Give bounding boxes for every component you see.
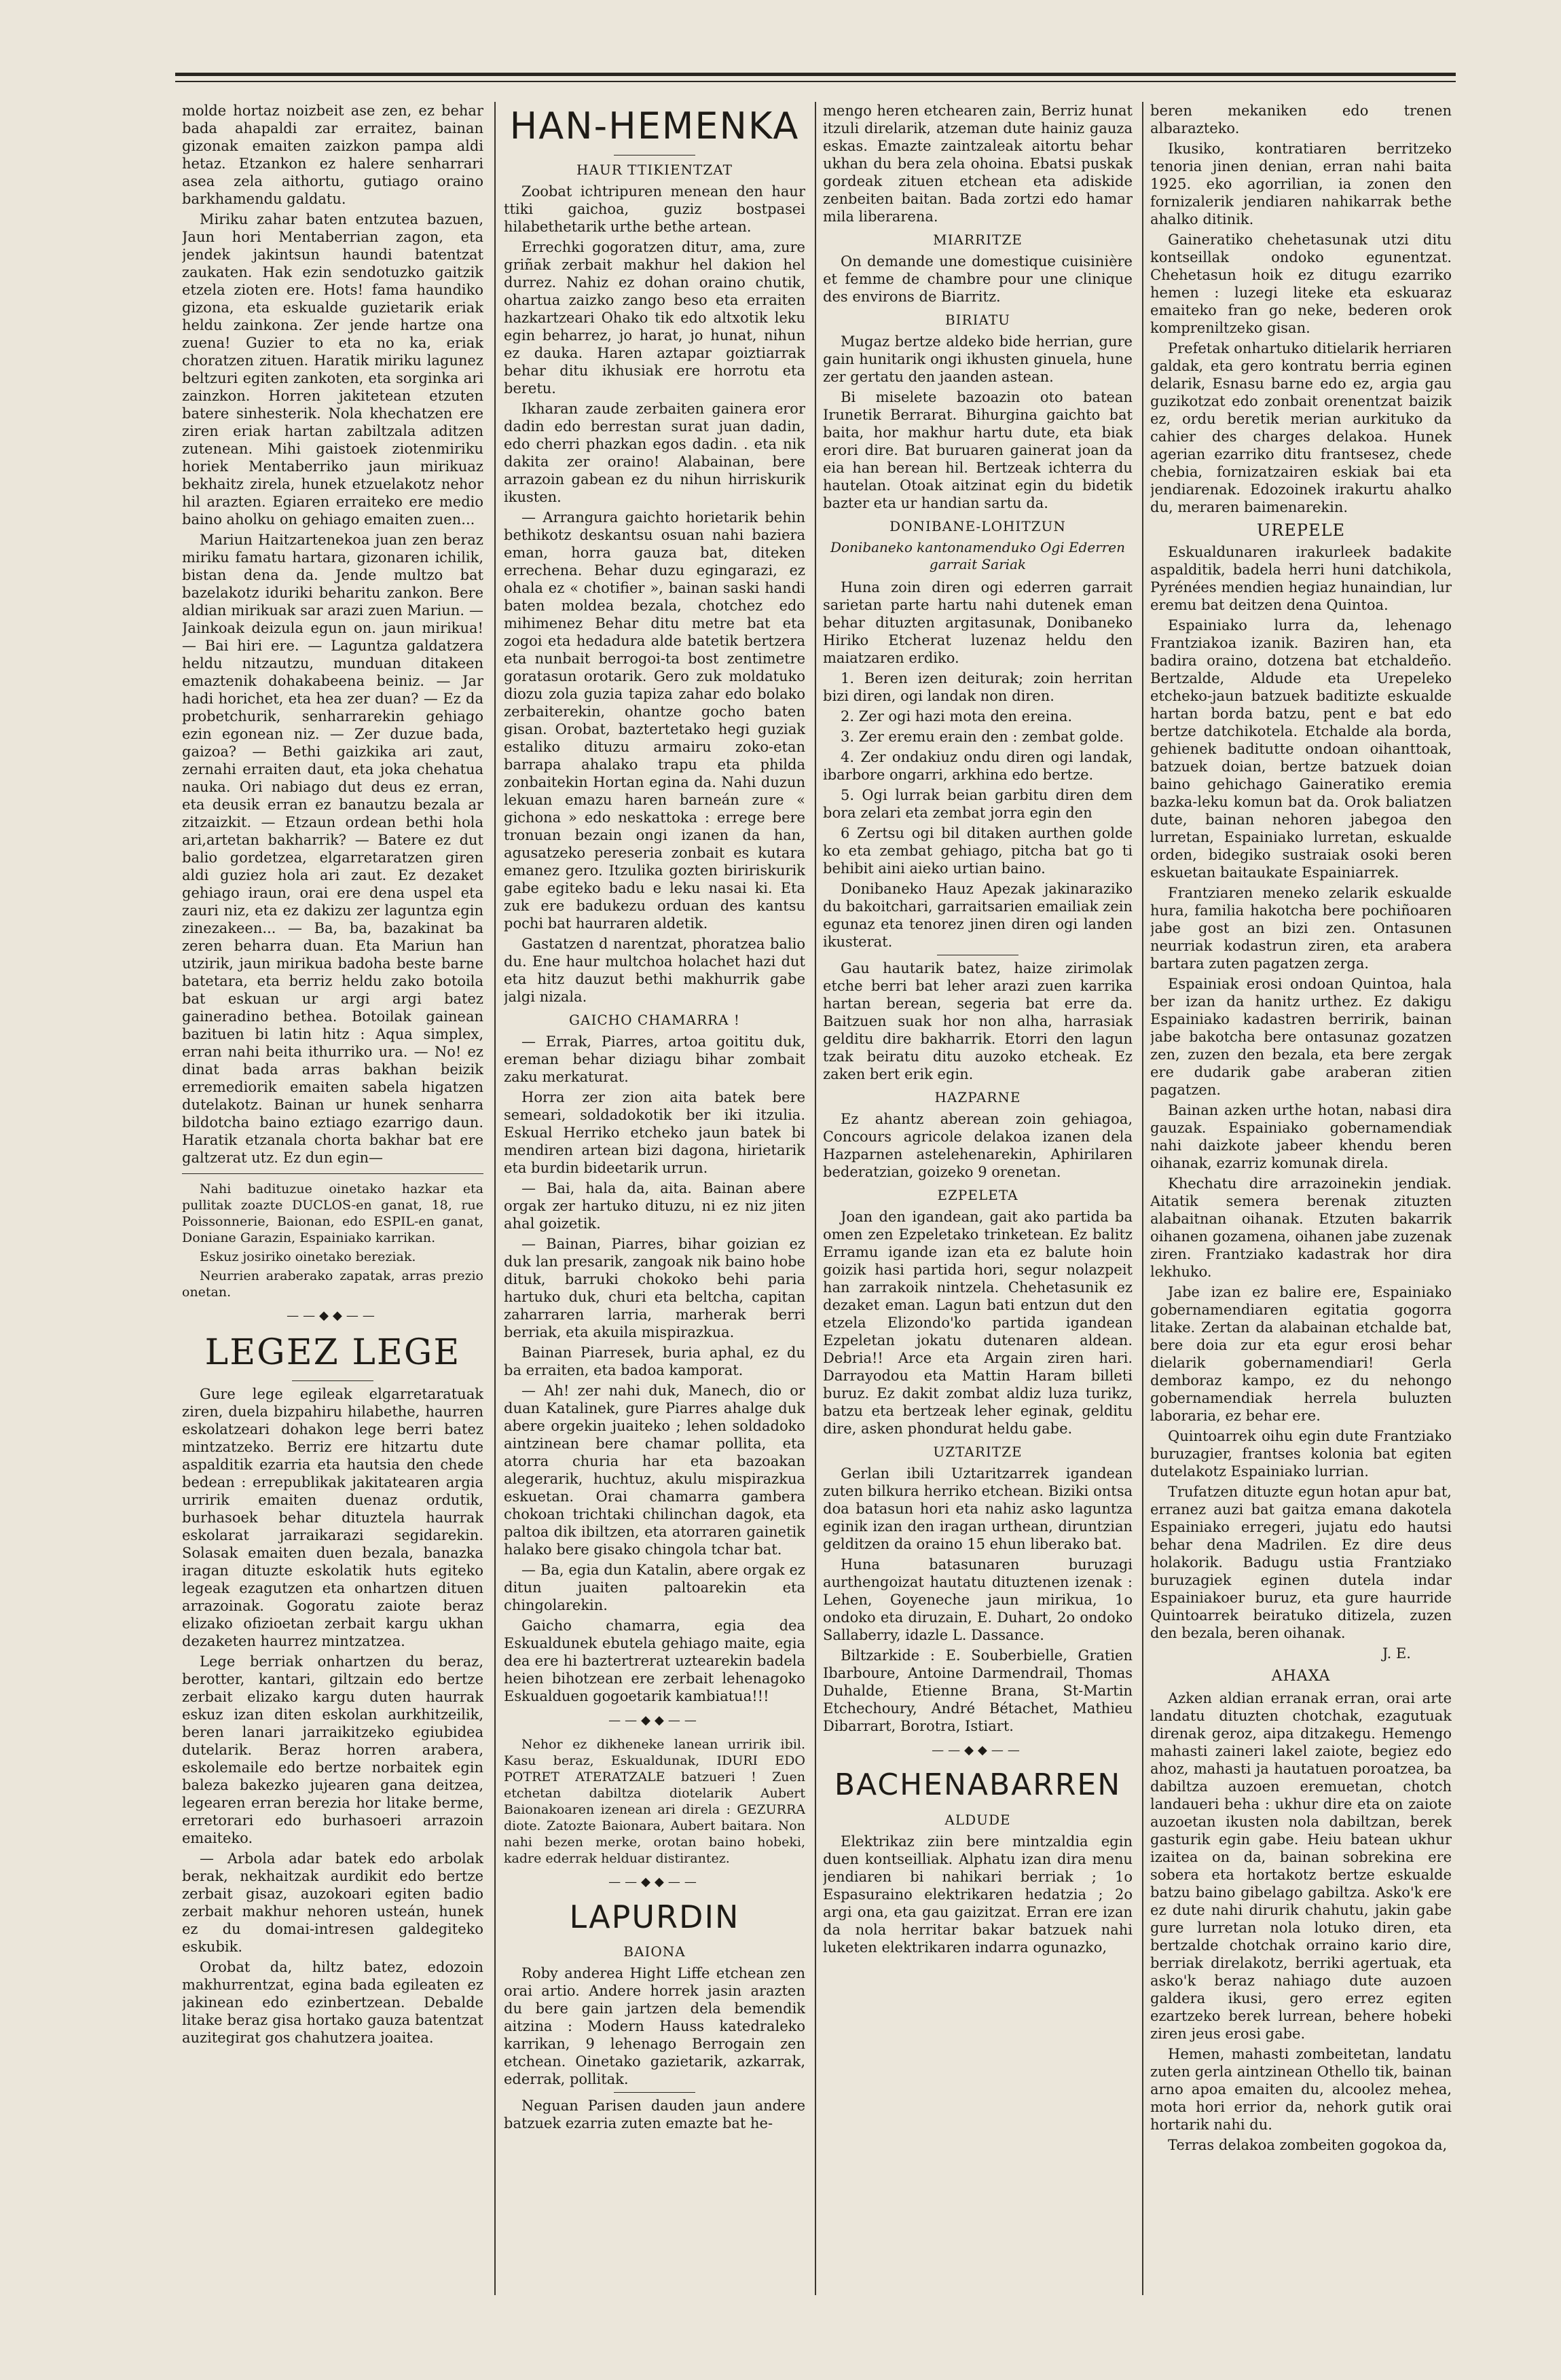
list-item: 4. Zer ondakiuz ondu diren ogi landak, ibarbore ongarri, arkhina edo bertze.: [823, 749, 1133, 783]
subsection-heading: DONIBANE-LOHITZUN: [889, 518, 1066, 534]
ornament-divider: ——◆◆——: [608, 1713, 701, 1727]
ornament-divider: ——◆◆——: [932, 1743, 1024, 1757]
col3-paragraph: Gerlan ibili Uztaritzarrek igandean zuten bilkura herriko etchean. Biziki ontsa doa batasun hori eta nahiz asko laguntza eginik izan den iragan urthean, diruntzian gelditzen da oraino 15 ehun liberako bat.: [823, 1465, 1133, 1552]
col4-paragraph: Terras delakoa zombeiten gogokoa da,: [1168, 2137, 1448, 2153]
col2-paragraph: — Errak, Piarres, artoa goititu duk, ereman behar diziagu bihar zombait zaku merkaturat.: [504, 1033, 805, 1085]
subsection-heading: ALDUDE: [944, 1812, 1011, 1828]
section-title-bachenabarren: BACHENABARREN: [834, 1768, 1122, 1802]
col4-paragraph: Azken aldian erranak erran, orai arte landatu dituzten chotchak, ezagutuak direnak geroz, aipa ditzakegu. Hemengo mahasti zaineri lakel zaiote, begiez edo ahoz, mahasti ja hautatuen poroatzea, ba dabiltza auzoen eremuetan, chotch landaueri beha : ukhur dire eta on zaiote auzoetan ikusten nola dabiltzan, berek gasturik egin gabe. Heiu batean ukhur izaitea on da, bainan sobrekina ere sobera eta hortakotz bertze eskualde batzu baino gibelago gabiltza. Asko'k ere ez dute nahi dirurik chahutu, jakin gabe gure lurretan nola lotuko diren, eta bertzalde chotchak orraino kario dire, berriak direlakotz, berriki agertuak, eta asko'k beraz nahiago dute auzoen galdera ikusi, gero errez egiten ezartzeko berek lurrean, behere hobeki ziren jeus erosi gabe.: [1150, 1690, 1452, 2042]
subsection-subtitle: Donibaneko kantonamenduko Ogi Ederren garrait Sariak: [830, 539, 1126, 572]
list-item: 2. Zer ogi hazi mota den ereina.: [841, 708, 1073, 725]
subsection-heading: HAZPARNE: [934, 1089, 1021, 1105]
col1-paragraph: Miriku zahar baten entzutea bazuen, Jaun hori Mentaberrian zagon, eta jendek jakintsun haundi batentzat zaukaten. Hak ezin sendotuzko gaitzik etzela zioten ere. Hots! fama haundiko gizona, eta eskualde guzietarik eriak heldu zainkona. Zer jende hartze ona zuena! Guzier to eta no ka, eriak choratzen zituen. Haratik miriku lagunez beltzuri egiten zankoten, eta sorginka ari zainzkon. Horren jakitetean etzuten batere sinhesterik. Nola khechatzen ere ziren eriak hartan zabiltzala aditzen zutenean. Mihi gaistoek ziotenmiriku horiek Mentaberriko jaun mirikuaz bekhaitz zirela, hunek etzuelakotz nehor hil arazten. Egiaren erraiteko ere medio baino aholku on gehiago emaiten zuen...: [182, 211, 483, 528]
column-rule: [494, 102, 496, 2295]
column-rule: [1142, 102, 1143, 2295]
column-3: [823, 102, 1133, 2288]
subsection-heading: GAICHO CHAMARRA !: [569, 1012, 740, 1028]
col3-paragraph: Mugaz bertze aldeko bide herrian, gure gain hunitarik ongi ikhusten ginuela, hune zer gertatu den jaanden astean.: [823, 333, 1133, 385]
col4-paragraph: beren mekaniken edo trenen albarazteko.: [1150, 103, 1452, 136]
col1-paragraph: Gure lege egileak elgarretaratuak ziren, duela bizpahiru hilabethe, haurren eskolatzeari dohakon lege berri batez mintzatzeko. Berriz ere hitzartu dute aspalditik ezarria eta hautsia den chede bedean : errepublikak jakitatearen argia urririk emaiten duenaz ordutik, burhasoek behar dituztela haurrak eskolarat jarraikarazi segidarekin. Solasak emaiten duen bezala, banazka iragan dituzte eskolatik huts egiteko legeak ezagutzen eta onhartzen dituen arrazoinak. Gogoratu zaiote beraz elizako ofizioetan zerbait kargu ukhan dezaketen haurrez mintzatzea.: [182, 1386, 483, 1649]
divider: [292, 1380, 373, 1381]
col3-paragraph: Gau hautarik batez, haize zirimolak etche berri bat leher arazi zuen karrika hartan berean, segeria bat erre da. Baitzuen suak hor non alha, harrasiak gelditu dire bakharrik. Etorri den lagun tzak beiratu ditu auzoko etcheak. Ez zaken bert erik egin.: [823, 960, 1133, 1082]
list-item: 5. Ogi lurrak beian garbitu diren dem bora zelari eta zembat jorra egin den: [823, 787, 1133, 821]
col4-paragraph: Espainiako lurra da, lehenago Frantziakoa izanik. Baziren han, eta badira oraino, dotzena bat etchaldeño. Bertzalde, Aldude eta Urepeleko etcheko-jaun batzuek baditizte eskualde hartan borda batzu, pent e bat edo bertze datchikotela. Etchalde ala borda, gehienek baditutte ondoan oihanttoak, batzuek doian, bertze batzuek doian baino gehichago Gaineratiko eremia bazka-leku komun bat da. Orok baliatzen dute, bainan nehoren jabegoa den lurretan, Espainiako lurretan, eskualde orden, bidegiko sustraiak osoki beren eskuetan baitaukate Espainiarrek.: [1150, 617, 1452, 881]
subsection-heading: EZPELETA: [937, 1187, 1018, 1203]
col4-paragraph: Espainiak erosi ondoan Quintoa, hala ber izan da hanitz urthez. Ez dakigu Espainiako kadastren berririk, bainan jabe bakotcha bere ontasunaz gozatzen zen, zuzen den bezala, eta bere zergak ere dudarik gabe araberan zitien pagatzen.: [1150, 976, 1452, 1098]
col3-paragraph: Biltzarkide : E. Souberbielle, Gratien Ibarboure, Antoine Darmendrail, Thomas Duhalde, Etienne Brana, St-Martin Etchechoury, André Bétachet, Mathieu Dibarrart, Borotra, Istiart.: [823, 1647, 1133, 1734]
col3-paragraph: Huna zoin diren ogi ederren garrait sarietan parte hartu nahi dutenek eman behar dituzten argitasunak, Donibaneko Hiriko Etcherat luzenaz heldu den maiatzaren erdiko.: [823, 579, 1133, 666]
subsection-heading: BAIONA: [623, 1943, 686, 1960]
col4-paragraph: Ikusiko, kontratiaren berritzeko tenoria jinen denian, erran nahi baita 1925. eko agorrilian, ia zonen den fornizalerik jendiaren nahikarrak bethe ahalko ditinik.: [1150, 141, 1452, 227]
advertisement-notice: Neurrien araberako zapatak, arras prezio onetan.: [182, 1268, 483, 1300]
col2-paragraph: Gaicho chamarra, egia dea Eskualdunek ebutela gehiago maite, egia dea ere hi baztertrerat uztearekin badela heien bihotzean ere zerbait lehenagoko Eskualduen gogoetarik kambiatua!!!: [504, 1617, 805, 1704]
col2-paragraph: Gastatzen d narentzat, phoratzea balio du. Ene haur multchoa holachet hazi dut eta hitz dauzut bethi makhurrik gabe jalgi nizala.: [504, 936, 805, 1005]
subsection-heading: UREPELE: [1257, 521, 1345, 540]
col4-paragraph: Quintoarrek oihu egin dute Frantziako buruzagier, frantses kolonia bat egiten dutelakotz Espainiako lurrian.: [1150, 1428, 1452, 1480]
col2-paragraph: — Bai, hala da, aita. Bainan abere orgak zer hartuko dituzu, ni ez niz jiten ahal goizetik.: [504, 1180, 805, 1232]
section-title-han-hemenka: HAN-HEMENKA: [509, 105, 800, 147]
list-item: 1. Beren izen deiturak; zoin herritan bizi diren, ogi landak non diren.: [823, 670, 1133, 704]
col2-paragraph: — Ba, egia dun Katalin, abere orgak ez ditun juaiten paltoarekin eta chingolarekin.: [504, 1562, 805, 1613]
col1-paragraph: Mariun Haitzartenekoa juan zen beraz miriku famatu hartara, gizonaren ichilik, bistan dena da. Jende multzo bat bazelakotz iduriki beharitu zankon. Bere aldian mirikuak sar arazi zuen Mariun. — Jainkoak deizula egun on. jaun mirikua! — Bai hiri ere. — Laguntza galdatzera heldu nitzautzu, munduan ditakeen emaztenik dohakabeena beiniz. — Jar hadi horichet, eta hea zer duan? — Ez da probetchurik, senharrarekin gehiago ezin egonean niz. — Zer duzue bada, gaizoa? — Bethi gaizkika ari zaut, zernahi erraiten daut, eta joka chehatua nauka. Ori nabiago dut deus ez erran, eta deusik erran ez banautzu bezala ar zitzaizkit. — Etzaun ordean bethi hola ari,artetan bakharrik? — Batere ez dut balio gordetzea, elgarretaratzen giren aldi guziez hola ari zaut. Ez dezaket gehiago iraun, orai ere dena uspel eta zauri niz, eta ez dakizu zer laguntza egin zinezakeen... — Ba, ba, bazakinat ba zeren beharra duan. Eta Mariun han utzirik, jaun mirikua badoha beste barne batetara, eta berriz heldu zako botoila bat eskuan ur argi argi batez gaineradino bethea. Botoilak gainean bazituen bi latin hitz : Aqua simplex, erran nahi beita ithurriko ura. — No! ez dinat bada arras bakhan beizik erremediorik emaiten sabela higatzen dutelakotz. Bainan ur hunek senharra bildotcha baino eztiago ezarrigo daun. Haratik etzanala chorta bakhar bat ere galtzerat utz. Ez dun egin—: [182, 532, 483, 1166]
subsection-heading: HAUR TTIKIENTZAT: [576, 162, 733, 178]
column-4: [1150, 102, 1452, 2288]
subsection-heading: UZTARITZE: [933, 1444, 1023, 1460]
col2-paragraph: Zoobat ichtripuren menean den haur ttiki gaichoa, guziz bostpasei hilabethetarik urthe bethe artean.: [504, 183, 805, 235]
col1-paragraph: molde hortaz noizbeit ase zen, ez behar bada ahapaldi zar erraitez, bainan gizonak emaiten zaizkon pampa aldi hetaz. Etzankon ez halere senharrari asea zela aithortu, gutiago oraino barkhamendu galdatu.: [182, 103, 483, 207]
col4-paragraph: Khechatu dire arrazoinekin jendiak. Aitatik semera berenak zituzten alabaitnan oihanak. Etzuten bakarrik oihanen gozamena, oihanen jabe zuzenak ziren. Frantziako kadastrak hor dira lekhuko.: [1150, 1175, 1452, 1280]
col3-paragraph: Bi miselete bazoazin oto batean Irunetik Berrarat. Bihurgina gaichto bat baita, hor makhur hartu dute, eta biak erori dire. Bat buruaren gainerat joan da eia han berean hil. Bertzeak ichterra du hautelan. Otoak aitzinat egin du bidetik bazter eta ur handian sartu da.: [823, 389, 1133, 511]
col4-paragraph: Jabe izan ez balire ere, Espainiako gobernamendiaren egitatia gogorra litake. Zertan da alabainan etchalde bat, bere doia zur eta egur erosi behar dielarik gobernamendiari! Gerla demboraz kampo, ez du nehongo gobernamendiak herrela buluzten laboraria, ez behar ere.: [1150, 1284, 1452, 1424]
divider: [182, 1173, 483, 1174]
col2-paragraph: — Bainan, Piarres, bihar goizian ez duk lan presarik, zangoak nik baino hobe dituk, barruki chokoko behi paria hartuko duk, churi eta beltcha, capitan zaharraren larria, marherak berri berriak, eta akuila mispirazkua.: [504, 1236, 805, 1340]
col1-paragraph: — Arbola adar batek edo arbolak berak, nekhaitzak aurdikit edo bertze zerbait gisaz, auzokoari egiten badio zerbait makhur nehoren usteán, hunek ez du domai-intresen galdegiteko eskubik.: [182, 1850, 483, 1955]
col4-paragraph: Gaineratiko chehetasunak utzi ditu kontseillak ondoko egunentzat. Chehetasun hoik ez ditugu ezarriko hemen : luzegi liteke eta eskuaraz emaiteko fran go neke, bederen orok kompreniltzeko gisan.: [1150, 232, 1452, 336]
col4-paragraph: Trufatzen dituzte egun hotan apur bat, erranez auzi bat gaitza emana dakotela Espainiako erregeri, jujatu edo hautsi behar dena Madrilen. Ez dire deus holakorik. Badugu ustia Frantziako buruzagiek eginen dutela indar Espainiakoer buruz, eta gure haurride Quintoarrek beiratuko ditizela, zuzen den bezala, beren oihanak.: [1150, 1484, 1452, 1641]
col4-paragraph: Prefetak onhartuko ditielarik herriaren galdak, eta gero kontratu berria eginen delarik, Esnasu barne edo ez, argia gau guzikotzat edo zonbait orenentzat baizik ez, ordu beretik merian aurkituko da cahier des charges delakoa. Hunek agerian ezarriko ditu frantsesez, chede chebia, fornizatzairen eskiak bai eta jendiarenak. Edozoinek irakurtu ahalko du, meraren baimenarekin.: [1150, 340, 1452, 515]
ornament-divider: ——◆◆——: [608, 1875, 701, 1889]
advertisement-notice: Eskuz josiriko oinetako bereziak.: [200, 1249, 416, 1264]
col3-paragraph: Elektrikaz ziin bere mintzaldia egin duen kontseilliak. Alphatu izan dira menu jendiaren bi nahikari berriak ; 1o Espasuraino elektrikaren hedatzia ; 2o argi ona, eta gau gaizitzat. Erran ere izan da nola herritar bakar batzuek nahi luketen elektrikaren indarra ogunazko,: [823, 1833, 1133, 1956]
col2-paragraph: Neguan Parisen dauden jaun andere batzuek ezarria zuten emazte bat he-: [504, 2098, 805, 2131]
advertisement-notice: Nehor ez dikheneke lanean urririk ibil. Kasu beraz, Eskualdunak, IDURI EDO POTRET ATERATZALE batzueri ! Zuen etchetan dabiltza diotelarik Aubert Baionakoaren izenean ari direla : GEZURRA diote. Zatozte Baionara, Aubert baitara. Non nahi bezen merke, orotan baino hobeki, kadre ederrak helduar distirantez.: [504, 1737, 805, 1866]
col2-paragraph: Bainan Piarresek, buria aphal, ez du ba erraiten, eta badoa kamporat.: [504, 1344, 805, 1378]
col3-paragraph: On demande une domestique cuisinière et femme de chambre pour une clinique des environs de Biarritz.: [823, 253, 1133, 305]
ornament-divider: ——◆◆——: [287, 1308, 379, 1323]
col4-paragraph: Bainan azken urthe hotan, nabasi dira gauzak. Espainiako gobernamendiak nahi daizkote jabeer khendu beren oihanak, ezarriz komunak direla.: [1150, 1102, 1452, 1171]
subsection-heading: MIARRITZE: [933, 232, 1023, 248]
divider: [614, 2092, 695, 2093]
col2-paragraph: Horra zer zion aita batek bere semeari, soldadokotik ber iki itzulia. Eskual Herriko etcheko jaun batek bi mendiren artean bizi dagona, hirietarik eta burdin bideetarik urrun.: [504, 1089, 805, 1176]
col2-paragraph: — Ah! zer nahi duk, Manech, dio or duan Katalinek, gure Piarres ahalge duk abere orgekin juaiteko ; lehen soldadoko aintzinean bere chamar pollita, eta atorra churia har eta bazoakan alegerarik, huchtuz, akulu mispirazkua eskuetan. Orai chamarra gambera chokoan trichtaki chilinchan dagok, eta paltoa dik ibiltzen, eta atorraren gainetik halako bere gisako chingola tchar bat.: [504, 1383, 805, 1558]
subsection-heading: AHAXA: [1271, 1668, 1331, 1685]
column-1: [182, 102, 483, 2288]
col3-paragraph: Joan den igandean, gait ako partida ba omen zen Ezpeletako trinketean. Ez balitz Erramu igande izan eta ez balute hoin goizik hasi partida hori, segur nolazpeit han zarrakoik nintzela. Chehetasunik ez dezaket eman. Lagun bati entzun dut den etzela Elizondo'ko partida igandean Ezpeletan jokatu dutenaren aldean. Debria!! Arce eta Argain ziren hari. Darrayodou eta Mattin Haram billeti buruz. Ez dakit zombat aldiz luza turikz, batzu eta bertzeak leher eginak, gelditu dire, asken phondurat heldu gabe.: [823, 1209, 1133, 1437]
col2-paragraph: Roby anderea Hight Liffe etchean zen orai artio. Andere horrek jasin arazten du bere gain jartzen dela bemendik aitzina : Modern Hauss katedraleko karrikan, 9 lehenago Berrogain zen etchean. Oinetako gazietarik, azkarrak, ederrak, pollitak.: [504, 1965, 805, 2087]
list-item: 3. Zer eremu erain den : zembat golde.: [841, 729, 1124, 745]
list-item: 6 Zertsu ogi bil ditaken aurthen golde ko eta zembat gehiago, pitcha bat go ti behibit aini aieko urtian baino.: [823, 825, 1133, 877]
section-title-lapurdin: LAPURDIN: [569, 1899, 740, 1935]
column-2: [504, 102, 805, 2288]
signature: J. E.: [1382, 1645, 1411, 1662]
top-double-rule: [175, 73, 1456, 82]
col2-paragraph: — Arrangura gaichto horietarik behin bethikotz deskantsu osuan nahi baziera eman, horra gauza bat, diteken errechena. Behar duzu egingarazi, ez ohala ez « chotifier », bainan saski handi baten moldea bezala, chotchez edo mihimenez Behar ditu metre bat eta zogoi eta hedadura alde batetik bertzera eta nunbait berrogoi-ta bost zentimetre goratasun orotarik. Gero zuk moldatuko diozu zola guzia tapiza zahar edo bolako zerbaiterekin, ohantze gocho baten gisan. Orobat, baztertetako hegi guziak estaliko dituzu armairu zoko-etan barrapa ahalako trapu eta philda zonbaitekin Hortan egina da. Nahi duzun lekuan emazu haren barneán zure « gichona » edo neskattoka : errege bere tronuan bezain ongi izanen da han, agusatzeko pereseria zonbait es kutara emanez gero. Itzulika gozten biririskurik gabe egiteko badu e leku nasai ki. Eta zuk ere badukezu orduan des kantsu pochi bat haurraren aldetik.: [504, 509, 805, 932]
column-rule: [815, 102, 816, 2295]
section-title-legez-lege: LEGEZ LEGE: [204, 1332, 461, 1373]
col4-paragraph: Eskualdunaren irakurleek badakite aspalditik, badela herri huni datchikola, Pyrénées mendien hegiaz hunaindian, lur eremu bat deitzen dena Quintoa.: [1150, 544, 1452, 613]
col4-paragraph: Hemen, mahasti zombeitetan, landatu zuten gerla aintzinean Othello tik, bainan arno apoa emaiten du, alcoolez mehea, mota hori errior da, nehork gutik orai hortarik nahi du.: [1150, 2046, 1452, 2133]
col1-paragraph: Orobat da, hiltz batez, edozoin makhurrentzat, egina bada egileaten ez jakinean edo ezinbertzean. Debalde litake beraz gisa hortako gauza batentzat auzitegirat gos chahutzera joaitea.: [182, 1959, 483, 2046]
col4-paragraph: Frantziaren meneko zelarik eskualde hura, familia hakotcha bere pochiñoaren jabe gost an bizi zen. Ontasunen neurriak kodastrun ziren, eta arabera bartara zuten pagatzen zerga.: [1150, 885, 1452, 972]
col2-paragraph: Ikharan zaude zerbaiten gainera eror dadin edo berrestan surat juan dadin, edo cherri phazkan egos dadin. . eta nik dakita zer oraino! Alabainan, bere arrazoin gabean ez du nihun hirriskurik ikusten.: [504, 401, 805, 505]
col1-paragraph: Lege berriak onhartzen du beraz, berotter, kantari, giltzain edo bertze zerbait elizako kargu duten haurrak eskuz izan diten eskolan aurkhitzeilik, beren lanari jarraikitzeko egiubidea dutelarik. Beraz horren arabera, eskolemaile edo bertze norbaitek egin baleza bakezko jujearen gana deitzea, legearen erran berezia hor litake berme, erretorari edo burhasoeri arrazoin emaiteko.: [182, 1653, 483, 1846]
col3-paragraph: Ez ahantz aberean zoin gehiagoa, Concours agricole delakoa izanen dela Hazparnen astelehenarekin, Aphirilaren bederatzian, goizeko 9 orenetan.: [823, 1111, 1133, 1180]
col3-paragraph: Donibaneko Hauz Apezak jakinaraziko du bakoitchari, garraitsarien emailiak zein egunaz eta tenorez jinen diren ogi landen ikusterat.: [823, 881, 1133, 950]
col3-paragraph: Huna batasunaren buruzagi aurthengoizat hautatu dituztenen izenak : Lehen, Goyeneche jaun mirikua, 1o ondoko eta diruzain, E. Duhart, 2o ondoko Sallaberry, idazle L. Dassance.: [823, 1556, 1133, 1643]
subsection-heading: BIRIATU: [944, 312, 1011, 328]
col2-paragraph: Errechki gogoratzen dituт, ama, zure griñak zerbait makhur hel dakion hel durrez. Nahiz ez dohan oraino chutik, ohartua zaizko zango beso eta erraiten hazkartzeari Ohako tik edo altxotik leku egin beharrez, jo harat, jo hunat, nihun ez dauka. Haren aztapar goiztiarrak behar ditu ikhusiak ere horrotu eta beretu.: [504, 239, 805, 397]
col3-paragraph: mengo heren etchearen zain, Berriz hunat itzuli direlarik, atzeman dute hainiz gauza eskas. Emazte zaintzaleak aitortu behar ukhan du bera zela ohoina. Ebatsi puskak gordeak zituen etchean eta adiskide zenbeiten baitan. Bada zortzi edo hamar mila liberarena.: [823, 103, 1133, 225]
advertisement-notice: Nahi badituzue oinetako hazkar eta pullitak zoazte DUCLOS-en ganat, 18, rue Poissonnerie, Baionan, edo ESPIL-en ganat, Doniane Garazin, Espainiako karrikan.: [182, 1182, 483, 1245]
